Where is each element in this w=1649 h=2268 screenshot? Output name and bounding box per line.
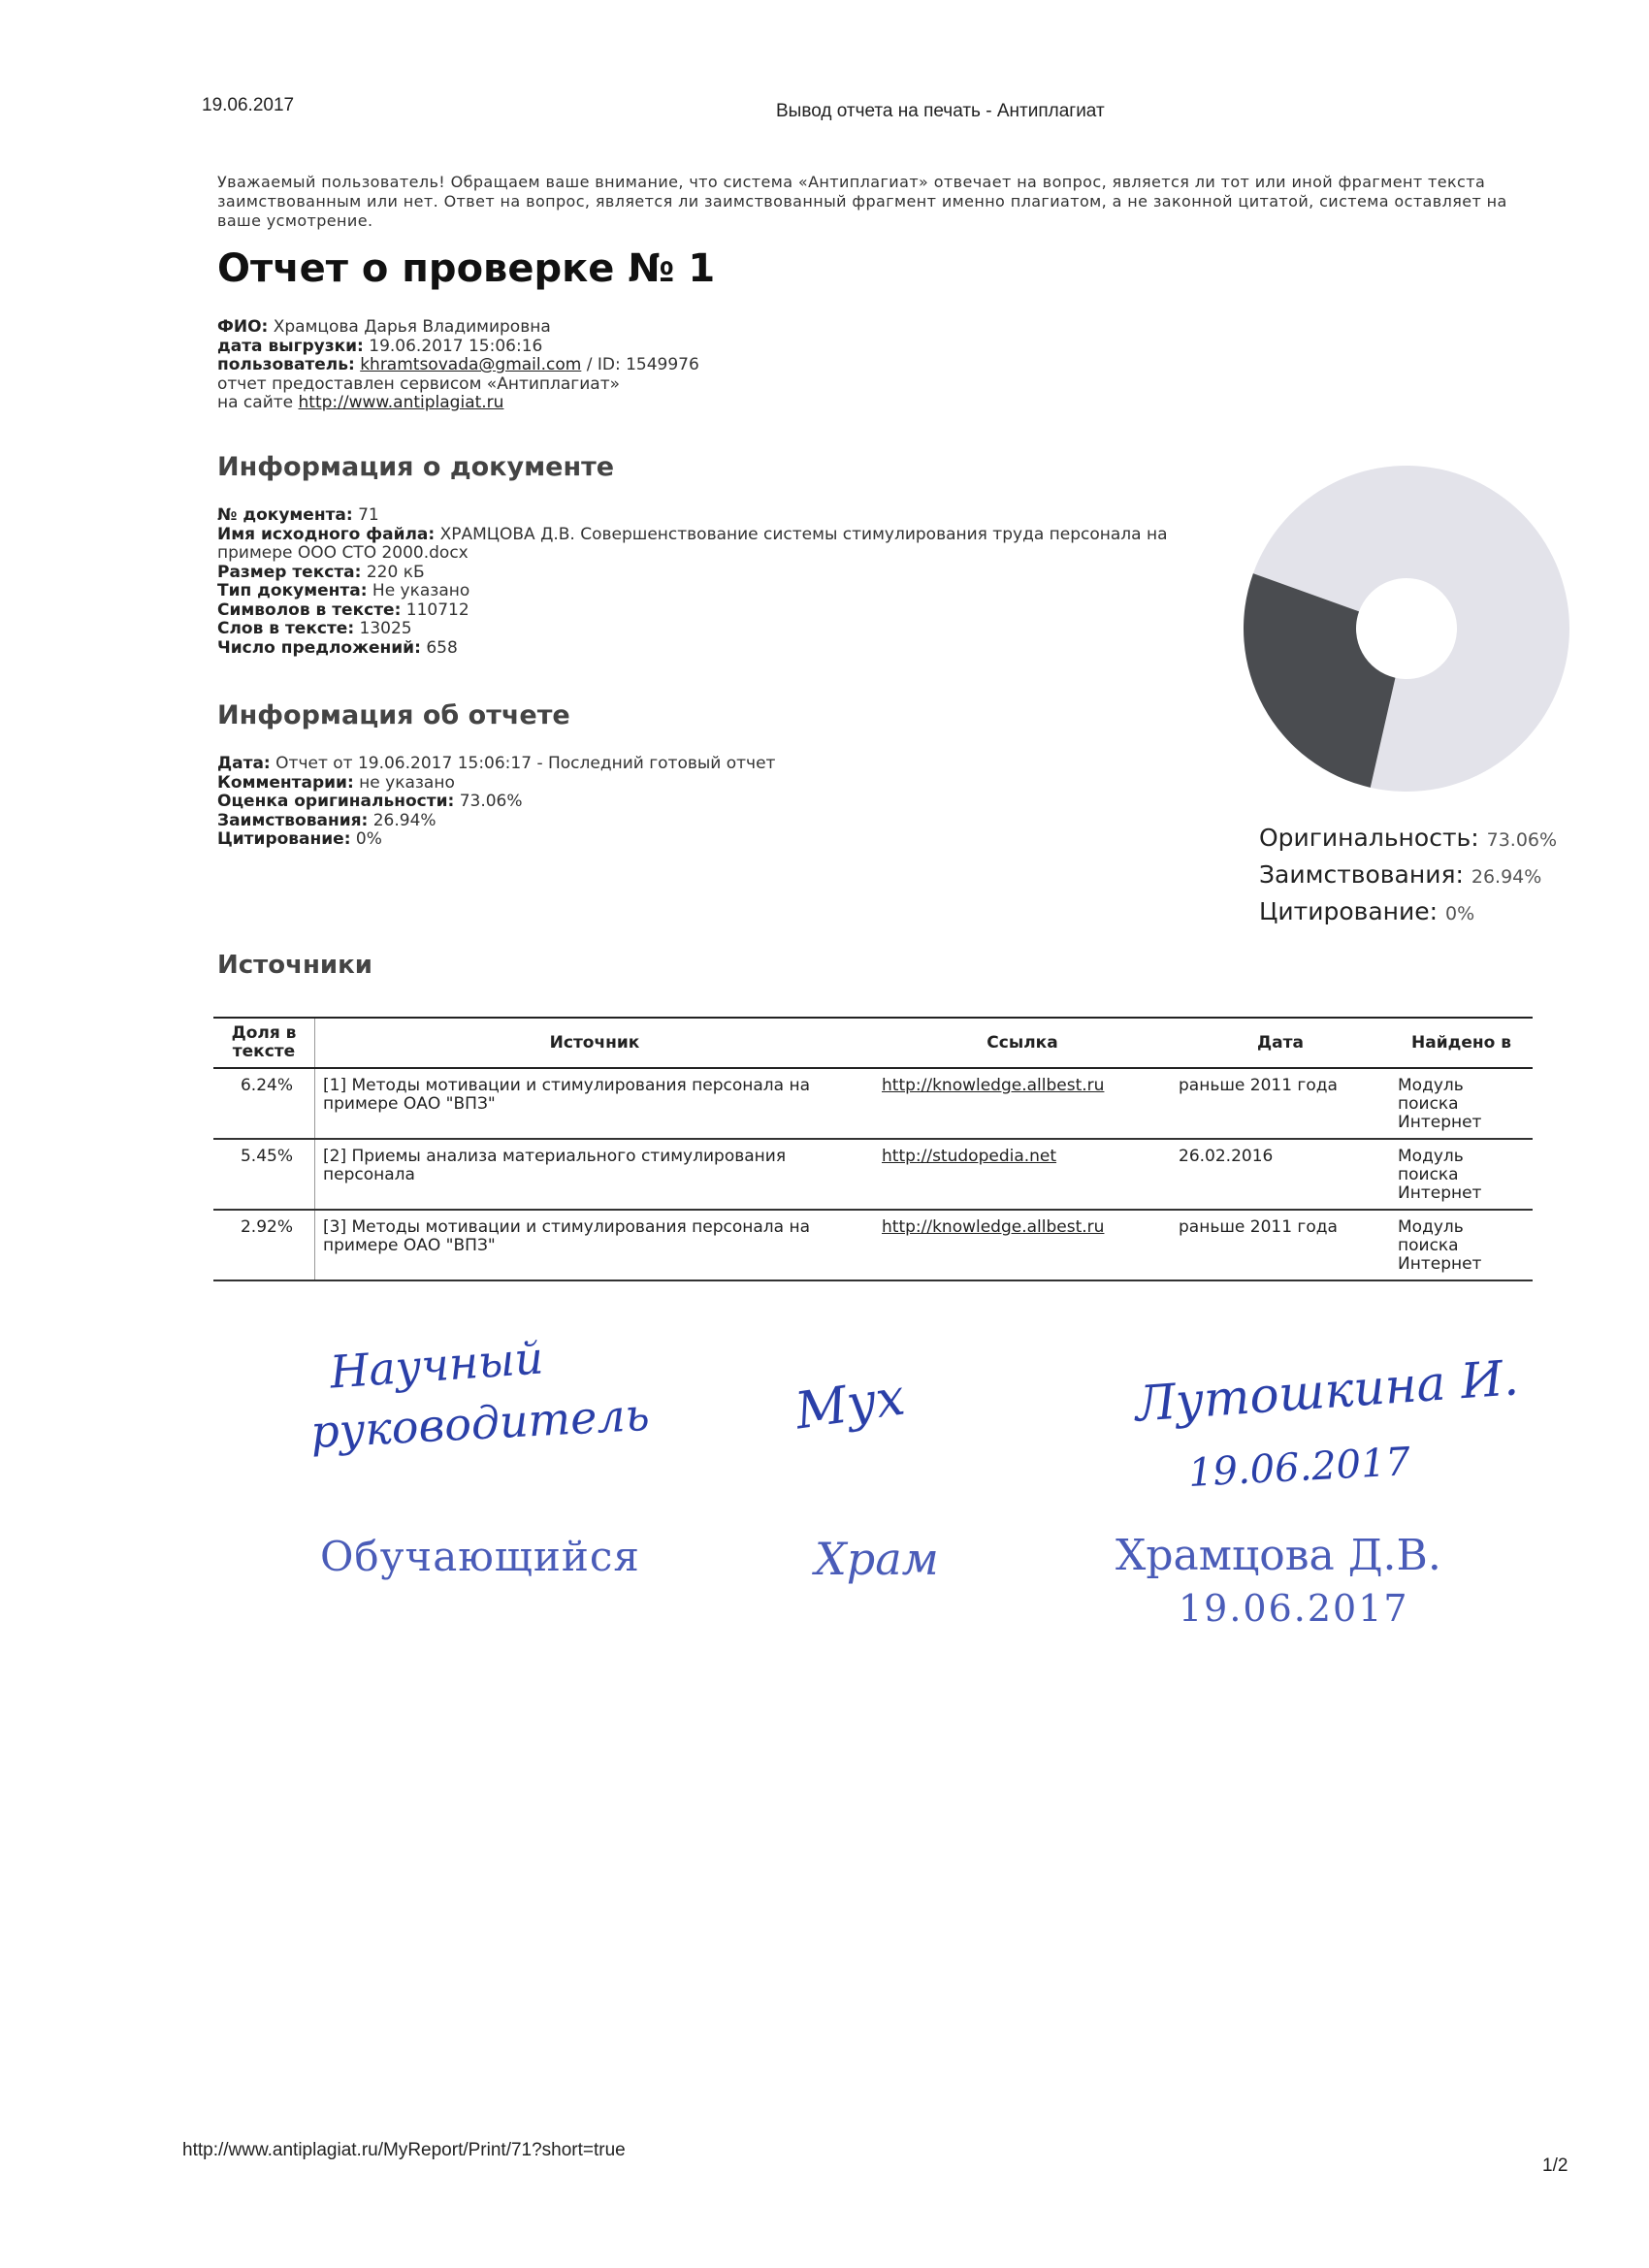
doc-type-label: Тип документа: xyxy=(217,581,368,600)
row-link[interactable]: http://knowledge.allbest.ru xyxy=(874,1210,1171,1280)
row-share: 5.45% xyxy=(213,1139,315,1210)
originality-label: Оценка оригинальности: xyxy=(217,792,455,811)
report-date-value: Отчет от 19.06.2017 15:06:17 - Последний готовый отчет xyxy=(275,754,776,773)
student-name: Храмцова Д.В. xyxy=(1116,1531,1441,1580)
file-name-label: Имя исходного файла: xyxy=(217,524,436,544)
legend-citation-label: Цитирование: xyxy=(1259,897,1439,925)
sources-header-row xyxy=(213,1018,1533,1068)
supervisor-date: 19.06.2017 xyxy=(1186,1440,1412,1496)
words-label: Слов в тексте: xyxy=(217,619,355,638)
report-info-heading: Информация об отчете xyxy=(217,700,570,730)
sentences-value: 658 xyxy=(426,637,458,658)
student-label: Обучающийся xyxy=(320,1533,640,1580)
comments-value: не указано xyxy=(359,772,455,793)
row-found: Модуль поиска Интернет xyxy=(1390,1139,1533,1210)
row-source: [3] Методы мотивации и стимулирования персонала на примере ОАО "ВПЗ" xyxy=(315,1210,875,1280)
report-title: Отчет о проверке № 1 xyxy=(217,246,716,291)
row-date: раньше 2011 года xyxy=(1171,1210,1390,1280)
doc-info-heading: Информация о документе xyxy=(217,452,615,482)
col-share: Доля в тексте xyxy=(213,1018,315,1068)
table-row xyxy=(213,1210,1533,1280)
user-info xyxy=(217,318,699,413)
sources-heading: Источники xyxy=(217,951,372,980)
text-size-label: Размер текста: xyxy=(217,562,362,582)
site-link[interactable]: http://www.antiplagiat.ru xyxy=(298,393,504,412)
row-share: 2.92% xyxy=(213,1210,315,1280)
print-title: Вывод отчета на печать - Антиплагиат xyxy=(776,101,1105,121)
chars-label: Символов в тексте: xyxy=(217,599,402,620)
report-date-label: Дата: xyxy=(217,754,271,773)
legend-originality-label: Оригинальность: xyxy=(1259,824,1479,852)
student-signature: Храм xyxy=(815,1533,939,1585)
table-row xyxy=(213,1068,1533,1139)
supervisor-name: Лутошкина И. xyxy=(1133,1349,1521,1433)
legend-borrowing-label: Заимствования: xyxy=(1259,860,1464,889)
borrowing-label: Заимствования: xyxy=(217,810,369,830)
doc-info-block xyxy=(217,506,1187,658)
citation-value: 0% xyxy=(355,829,382,849)
supervisor-label-line2: руководитель xyxy=(308,1387,651,1459)
site-prefix: на сайте xyxy=(217,393,294,412)
report-info-block xyxy=(217,755,775,850)
provided-text: отчет предоставлен сервисом «Антиплагиат» xyxy=(217,373,620,394)
text-size-value: 220 кБ xyxy=(366,562,425,582)
row-source: [1] Методы мотивации и стимулирования персонала на примере ОАО "ВПЗ" xyxy=(315,1068,875,1139)
row-share: 6.24% xyxy=(213,1068,315,1139)
student-date: 19.06.2017 xyxy=(1179,1587,1409,1630)
row-date: раньше 2011 года xyxy=(1171,1068,1390,1139)
row-date: 26.02.2016 xyxy=(1171,1139,1390,1210)
sources-table xyxy=(213,1017,1533,1281)
row-link[interactable]: http://knowledge.allbest.ru xyxy=(874,1068,1171,1139)
pie-slice-borrowing xyxy=(1244,573,1395,788)
print-date: 19.06.2017 xyxy=(202,95,295,115)
col-source: Источник xyxy=(315,1018,875,1068)
row-found: Модуль поиска Интернет xyxy=(1390,1068,1533,1139)
table-row xyxy=(213,1139,1533,1210)
originality-value: 73.06% xyxy=(459,792,523,811)
file-name-value: ХРАМЦОВА Д.В. Совершенствование системы стимулирования труда персонала на примере ООО СТО 2000.docx xyxy=(217,524,1168,563)
export-date-label: дата выгрузки: xyxy=(217,336,364,356)
supervisor-signature: Мух xyxy=(792,1368,909,1442)
supervisor-label-line1: Научный xyxy=(328,1331,545,1399)
fio-value: Храмцова Дарья Владимировна xyxy=(273,317,551,337)
col-found: Найдено в xyxy=(1390,1018,1533,1068)
doc-type-value: Не указано xyxy=(372,581,470,600)
sentences-label: Число предложений: xyxy=(217,637,421,658)
row-found: Модуль поиска Интернет xyxy=(1390,1210,1533,1280)
user-id: / ID: 1549976 xyxy=(586,355,699,374)
words-value: 13025 xyxy=(359,619,412,638)
pie-legend xyxy=(1259,821,1557,931)
fio-label: ФИО: xyxy=(217,317,269,337)
doc-number-label: № документа: xyxy=(217,505,353,525)
footer-url: http://www.antiplagiat.ru/MyReport/Print/71?short=true xyxy=(182,2140,626,2160)
col-link: Ссылка xyxy=(874,1018,1171,1068)
legend-borrowing-value: 26.94% xyxy=(1471,866,1542,888)
export-date-value: 19.06.2017 15:06:16 xyxy=(369,336,543,356)
user-label: пользователь: xyxy=(217,355,355,374)
chars-value: 110712 xyxy=(405,599,469,620)
notice-text: Уважаемый пользователь! Обращаем ваше внимание, что система «Антиплагиат» отвечает на вопрос, является ли тот или иной фрагмент текста заимствованным или нет. Ответ на вопрос, является ли заимствованный фрагмент именно плагиатом, а не законной цитатой, система оставляет на ваше усмотрение. xyxy=(217,173,1507,230)
page-number: 1/2 xyxy=(1542,2155,1568,2176)
row-link[interactable]: http://studopedia.net xyxy=(874,1139,1171,1210)
legend-originality-value: 73.06% xyxy=(1486,829,1558,851)
borrowing-value: 26.94% xyxy=(372,810,436,830)
comments-label: Комментарии: xyxy=(217,772,354,793)
legend-citation-value: 0% xyxy=(1445,903,1475,924)
citation-label: Цитирование: xyxy=(217,829,351,849)
doc-number-value: 71 xyxy=(358,505,379,525)
row-source: [2] Приемы анализа материального стимулирования персонала xyxy=(315,1139,875,1210)
originality-pie-chart xyxy=(1242,464,1571,794)
col-date: Дата xyxy=(1171,1018,1390,1068)
user-email-link[interactable]: khramtsovada@gmail.com xyxy=(360,355,582,374)
